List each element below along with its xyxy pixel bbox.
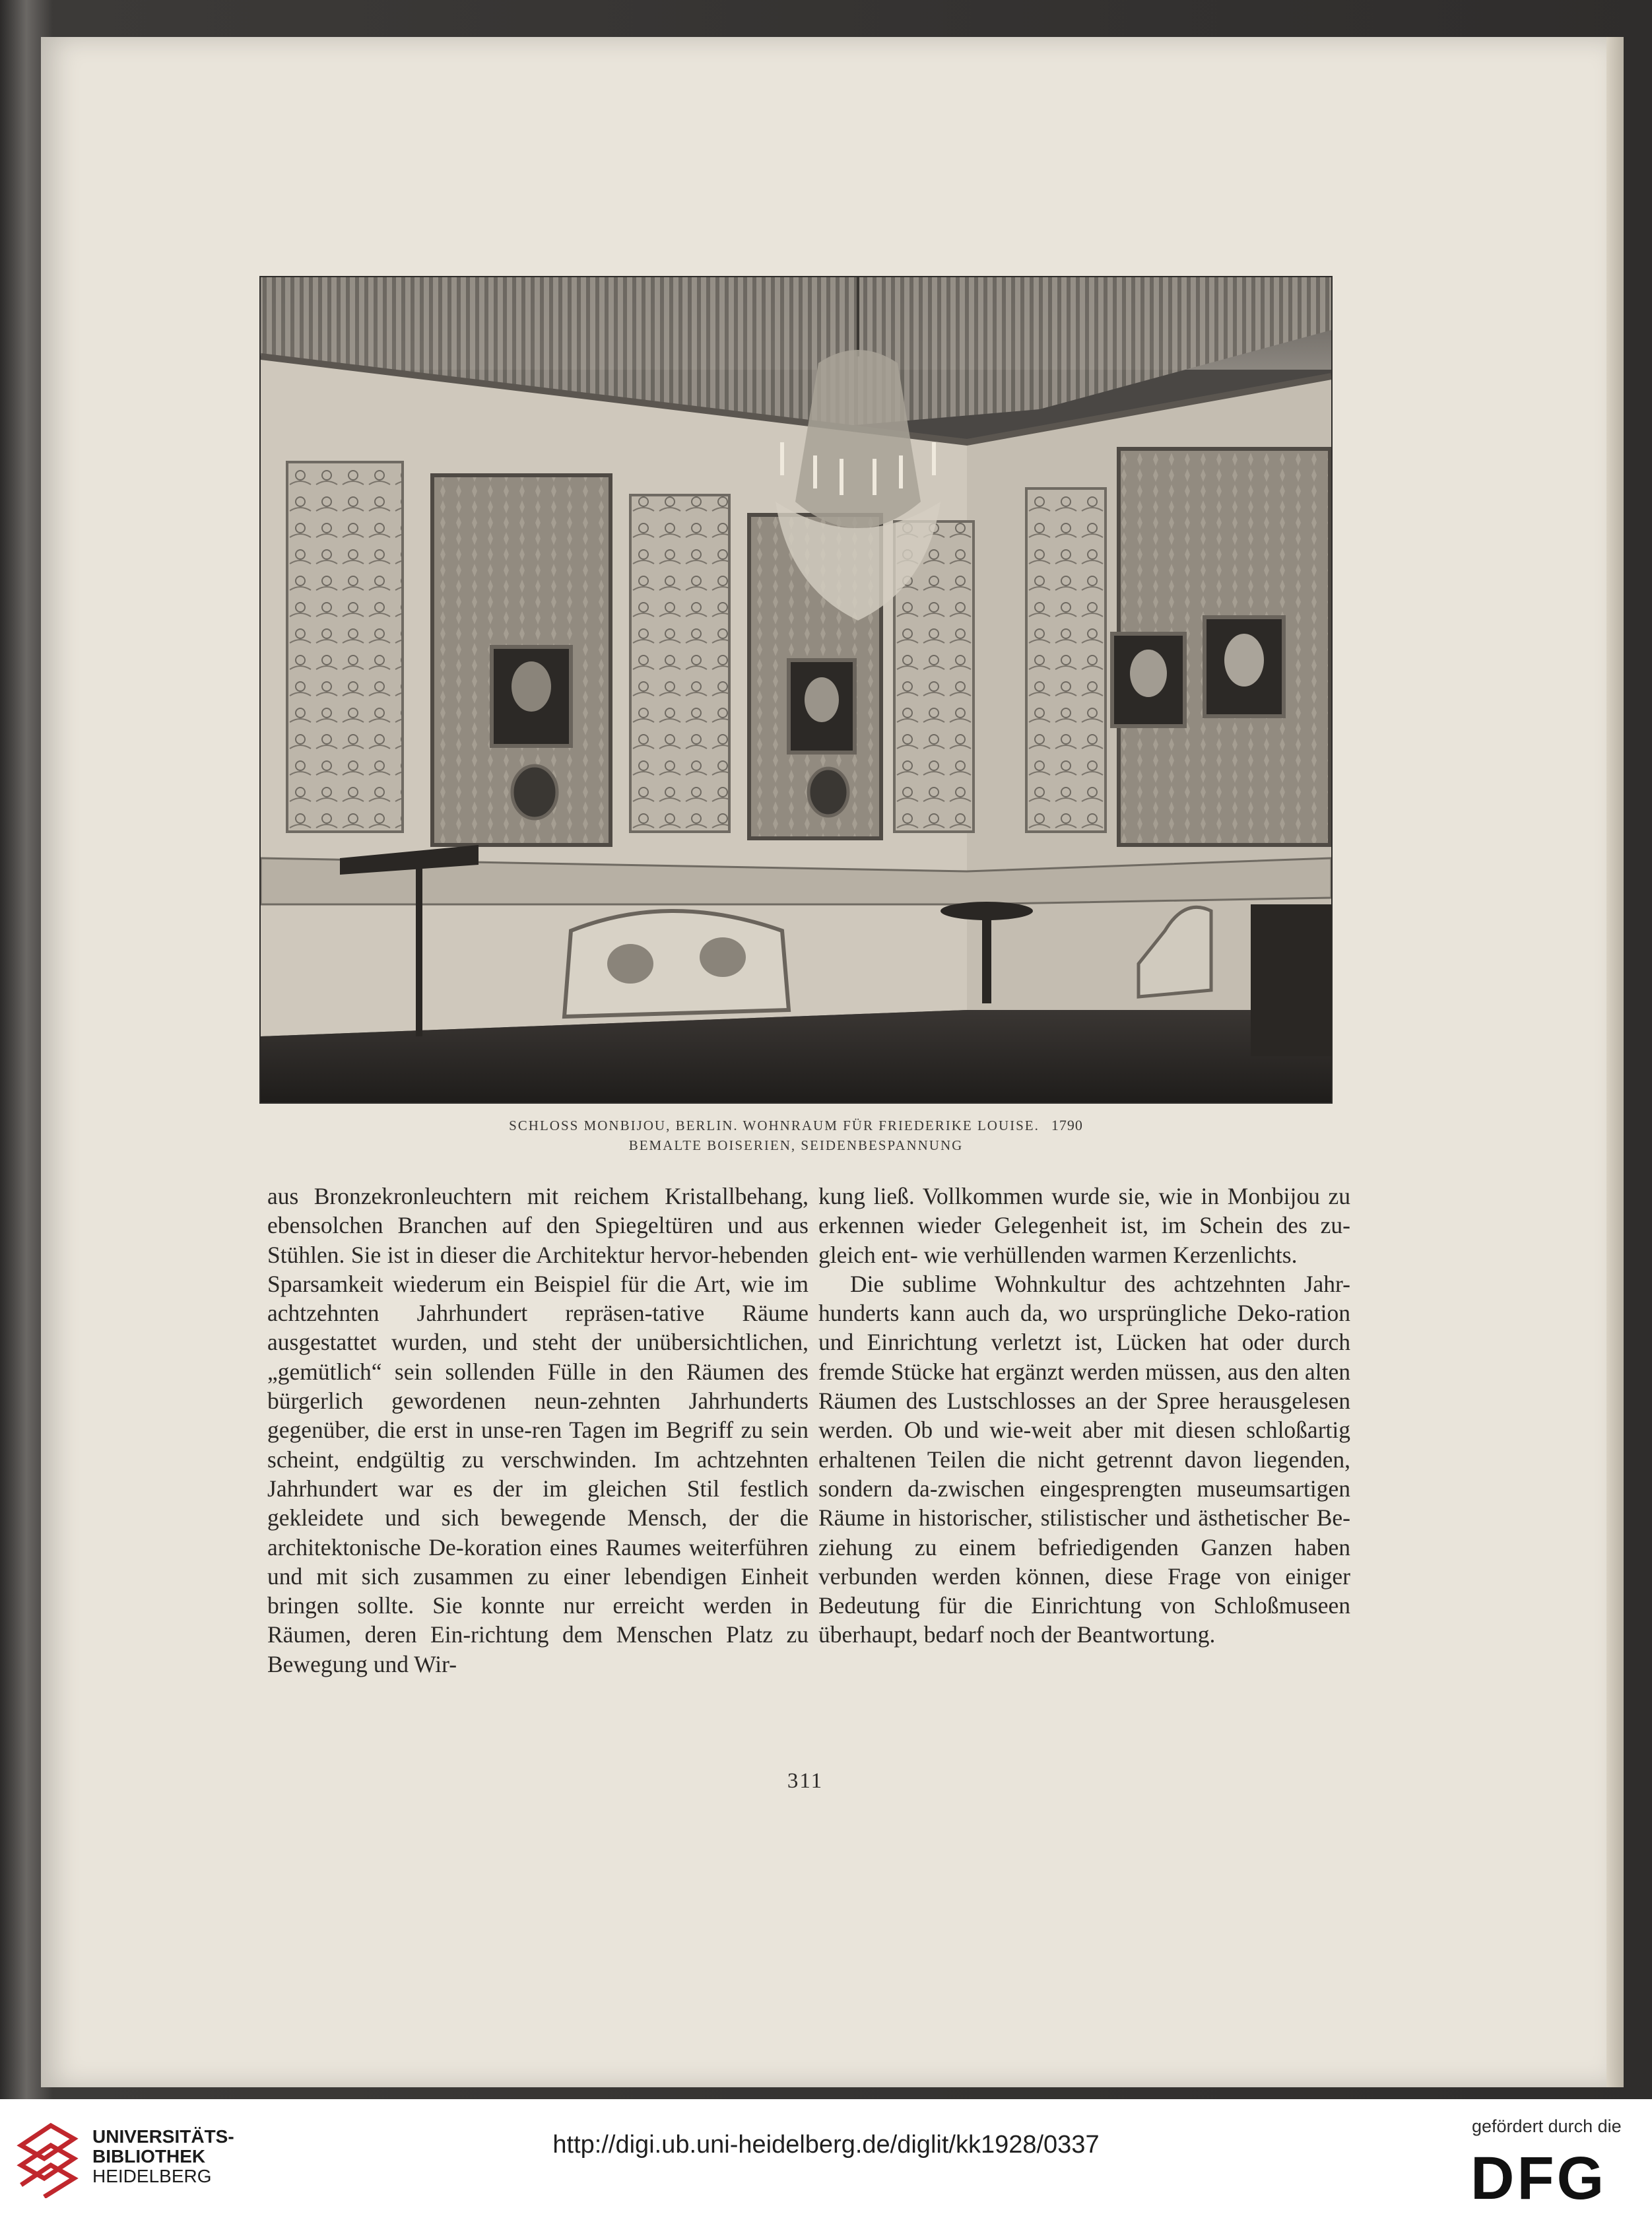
paragraph-right-1: kung ließ. Vollkommen wurde sie, wie in Monbijou zu erkennen wieder Gelegenheit ist, im Schein des zu-gleich ent- wie verhüllenden warmen Kerzenlichts.: [818, 1183, 1350, 1268]
paragraph-right-2: Die sublime Wohnkultur des achtzehnten Jahr-hunderts kann auch da, wo ursprüngliche Deko-ration und Einrichtung verletzt ist, Lücken hat oder durch fremde Stücke hat ergänzt werden müssen, aus den alten Räumen des Lustschlosses an der Spree herausgelesen werden. Ob und wie-weit aber mit diesen schloßartig erhaltenen Teilen die nicht getrennt davon liegenden, sondern da-zwischen eingesprengten museumsartigen Räume in historischer, stilistischer und ästhetischer Be-ziehung zu einem befriedigenden Ganzen haben verbunden werden können, diese Frage von einiger Bedeutung für die Einrichtung von Schloßmuseen überhaupt, bedarf noch der Beantwortung.: [818, 1270, 1350, 1648]
text-column-left: [267, 1182, 809, 1679]
sofa: [564, 911, 789, 1017]
dfg-logo: DFG: [1470, 2145, 1607, 2212]
figure-caption: [261, 1116, 1331, 1155]
caption-title: SCHLOSS MONBIJOU, BERLIN. WOHNRAUM FÜR FRIEDERIKE LOUISE.: [509, 1118, 1040, 1133]
page-number: 311: [787, 1769, 824, 1793]
caption-year: 1790: [1051, 1117, 1083, 1133]
footer-bar: [0, 2099, 1652, 2216]
library-line-2: BIBLIOTHEK: [92, 2146, 206, 2166]
page-edge: [1606, 37, 1624, 2087]
paragraph-left: aus Bronzekronleuchtern mit reichem Kristallbehang, ebensolchen Branchen auf den Spiegeltüren und aus Stühlen. Sie ist in dieser die Architektur hervor-hebenden Sparsamkeit wiederum ein Beispiel für die Art, wie im achtzehnten Jahrhundert repräsen-tative Räume ausgestattet wurden, und steht der unübersichtlichen, „gemütlich“ sein sollenden Fülle in den Räumen des bürgerlich gewordenen neun-zehnten Jahrhunderts gegenüber, die erst in unse-ren Tagen im Begriff zu sein scheint, endgültig zu verschwinden. Im achtzehnten Jahrhundert war es der im gleichen Stil festlich gekleidete und sich bewegende Mensch, der die architektonische De-koration eines Raumes weiterführen und mit sich zusammen zu einer lebendigen Einheit bringen sollte. Sie konnte nur erreicht werden in Räumen, deren Ein-richtung dem Menschen Platz zu Bewegung und Wir-: [267, 1183, 809, 1677]
interior-photograph: [261, 277, 1331, 1102]
funding-label: gefördert durch die: [1472, 2116, 1622, 2136]
text-column-right: [818, 1182, 1350, 1650]
library-line-3: HEIDELBERG: [92, 2166, 212, 2186]
caption-line-2: BEMALTE BOISERIEN, SEIDENBESPANNUNG: [628, 1137, 964, 1153]
cabinet: [1251, 904, 1331, 1056]
caption-line-1: [261, 1116, 1331, 1135]
permalink-url[interactable]: http://digi.ub.uni-heidelberg.de/diglit/kk1928/0337: [552, 2131, 1100, 2159]
library-line-1: UNIVERSITÄTS-: [92, 2126, 234, 2147]
